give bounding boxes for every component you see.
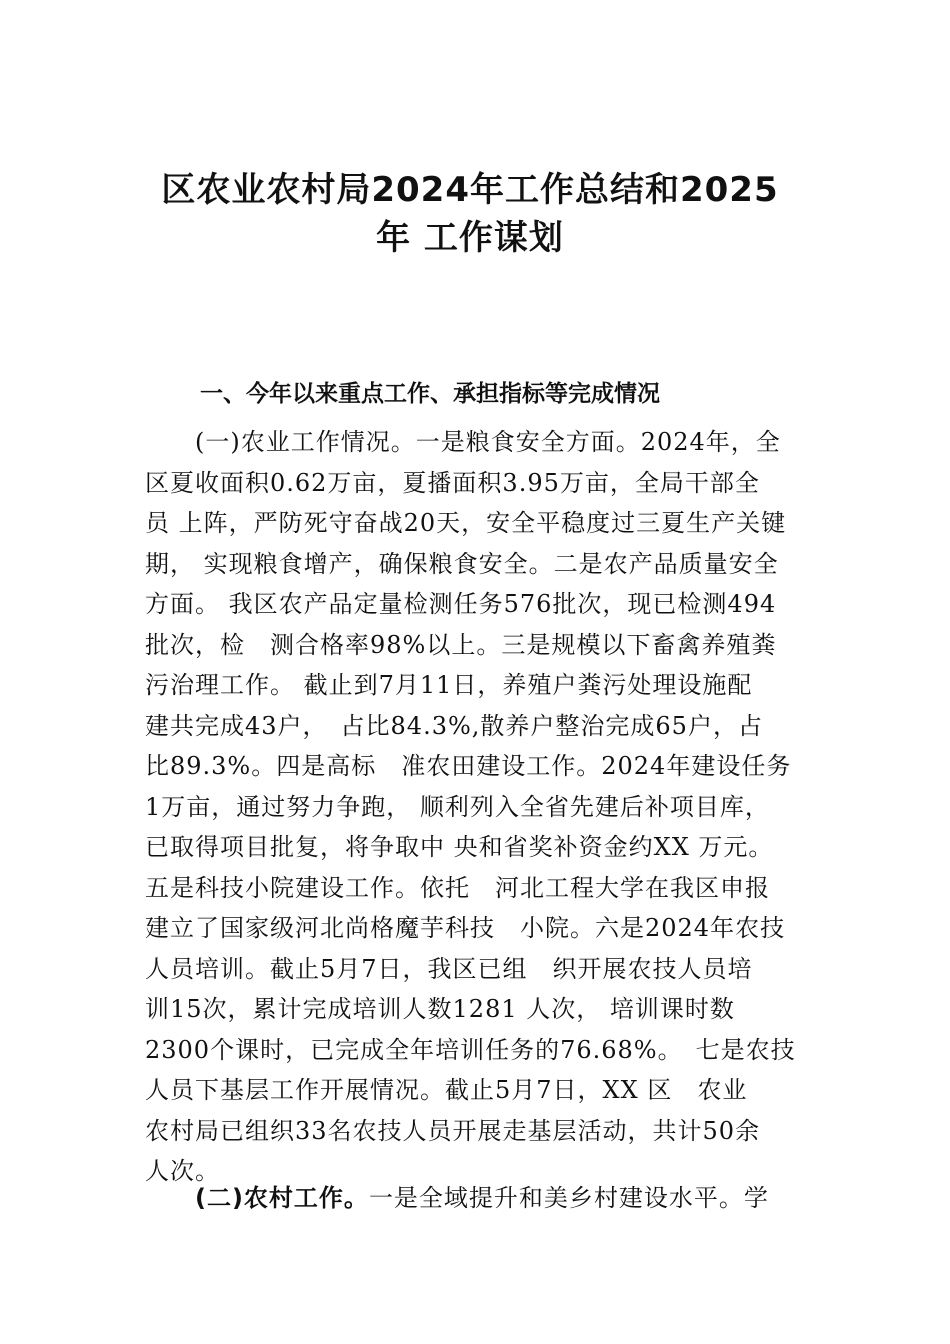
paragraph-line: 期， 实现粮食增产，确保粮食安全。二是农产品质量安全 — [145, 549, 779, 578]
paragraph-text: 一是全域提升和美乡村建设水平。学 — [368, 1184, 769, 1212]
subsection-label: (二)农村工作。 — [145, 1184, 369, 1212]
paragraph-line: 五是科技小院建设工作。依托 河北工程大学在我区申报 — [145, 873, 770, 902]
paragraph-line: 农村局已组织33名农技人员开展走基层活动，共计50余 — [145, 1116, 761, 1145]
paragraph-line: 已取得项目批复，将争取中 央和省奖补资金约XX 万元。 — [145, 833, 774, 861]
paragraph-line: 员 上阵，严防死守奋战20天，安全平稳度过三夏生产关键 — [145, 509, 787, 537]
paragraph-line: 建共完成43户， 占比84.3%,散养户整治完成65户，占 — [145, 711, 763, 740]
document-title — [140, 166, 800, 262]
document-title-line-1: 区农业农村局2024年工作总结和2025 — [161, 170, 779, 210]
paragraph-line — [145, 1178, 825, 1219]
paragraph-line: 污治理工作。 截止到7月11日，养殖户粪污处理设施配 — [145, 671, 753, 699]
paragraph-line: 方面。 我区农产品定量检测任务576批次，现已检测494 — [145, 590, 777, 618]
paragraph-line: 训15次，累计完成培训人数1281 人次， 培训课时数 — [145, 995, 735, 1023]
paragraph-line: 区夏收面积0.62万亩，夏播面积3.95万亩，全局干部全 — [145, 468, 760, 497]
paragraph-line: 比89.3%。四是高标 准农田建设工作。2024年建设任务 — [145, 752, 792, 780]
paragraph-line: 建立了国家级河北尚格魔芋科技 小院。六是2024年农技 — [145, 914, 786, 942]
paragraph-line: 2300个课时，已完成全年培训任务的76.68%。 七是农技 — [145, 1035, 796, 1064]
paragraph-line: (一)农业工作情况。一是粮食安全方面。2024年，全 — [145, 428, 781, 456]
paragraph-line: 1万亩，通过努力争跑， 顺利列入全省先建后补项目库， — [145, 792, 770, 821]
section-heading: 一、今年以来重点工作、承担指标等完成情况 — [200, 381, 660, 407]
paragraph-line: 人次。 — [145, 1157, 220, 1185]
document-title-line-2: 年 工作谋划 — [376, 218, 564, 258]
paragraph-agriculture — [145, 422, 825, 1192]
paragraph-line: 人员下基层工作开展情况。截止5月7日，XX 区 农业 — [145, 1076, 748, 1104]
paragraph-line: 批次，检 测合格率98%以上。三是规模以下畜禽养殖粪 — [145, 630, 777, 659]
paragraph-line: 人员培训。截止5月7日，我区已组 织开展农技人员培 — [145, 954, 753, 983]
paragraph-rural — [145, 1178, 825, 1219]
